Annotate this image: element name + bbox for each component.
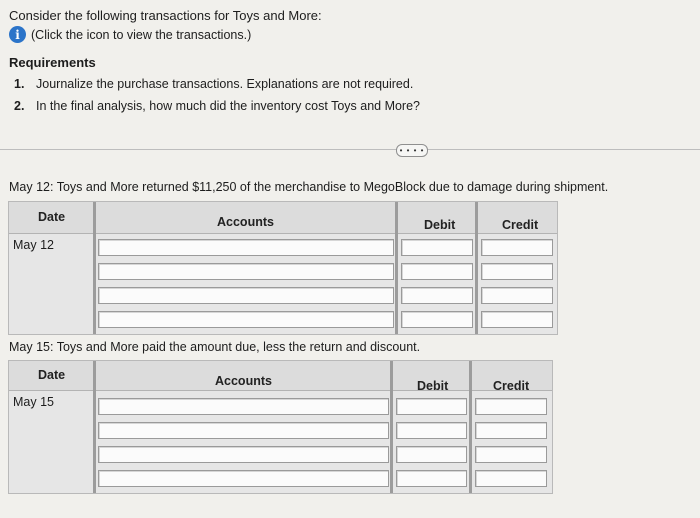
header-credit: Credit (502, 218, 539, 232)
debit-input[interactable] (401, 287, 473, 304)
account-input[interactable] (98, 398, 389, 415)
header-accounts: Accounts (217, 215, 274, 229)
requirement-item (14, 99, 420, 113)
info-link-text[interactable]: (Click the icon to view the transactions.) (31, 27, 252, 42)
debit-input[interactable] (401, 239, 473, 256)
debit-input[interactable] (396, 398, 467, 415)
column-divider (475, 202, 478, 334)
debit-input[interactable] (401, 263, 473, 280)
account-input[interactable] (98, 239, 394, 256)
requirement-item (14, 77, 413, 91)
info-icon[interactable]: i (9, 26, 26, 43)
requirement-text: Journalize the purchase transactions. Explanations are not required. (36, 77, 414, 91)
account-input[interactable] (98, 446, 389, 463)
header-accounts: Accounts (215, 374, 272, 388)
debit-input[interactable] (396, 446, 467, 463)
account-input[interactable] (98, 287, 394, 304)
transaction-prompt-may-12: May 12: Toys and More returned $11,250 of the merchandise to MegoBlock due to damage during shipment. (9, 180, 609, 194)
journal-table-may-15 (8, 360, 553, 494)
row-date-label: May 15 (13, 395, 54, 409)
row-date-label: May 12 (13, 238, 54, 252)
journal-table-may-12 (8, 201, 558, 335)
column-divider (93, 202, 96, 334)
credit-input[interactable] (481, 311, 553, 328)
transaction-prompt-may-15: May 15: Toys and More paid the amount due, less the return and discount. (9, 340, 421, 354)
credit-input[interactable] (481, 239, 553, 256)
header-date: Date (38, 368, 66, 382)
column-divider (390, 361, 393, 493)
header-date: Date (38, 210, 66, 224)
header-debit: Debit (417, 379, 449, 393)
requirement-number: 1. (14, 77, 25, 91)
requirement-number: 2. (14, 99, 25, 113)
column-divider (469, 361, 472, 493)
account-input[interactable] (98, 311, 394, 328)
intro-text: Consider the following transactions for Toys and More: (9, 8, 322, 23)
credit-input[interactable] (475, 470, 547, 487)
header-debit: Debit (424, 218, 456, 232)
debit-input[interactable] (396, 470, 467, 487)
column-divider (93, 361, 96, 493)
credit-input[interactable] (481, 263, 553, 280)
column-divider (395, 202, 398, 334)
more-button[interactable]: • • • • (396, 144, 428, 157)
account-input[interactable] (98, 470, 389, 487)
info-link[interactable] (9, 26, 251, 43)
requirements-title: Requirements (9, 55, 96, 70)
debit-input[interactable] (396, 422, 467, 439)
credit-input[interactable] (475, 398, 547, 415)
debit-input[interactable] (401, 311, 473, 328)
credit-input[interactable] (481, 287, 553, 304)
requirement-text: In the final analysis, how much did the inventory cost Toys and More? (36, 99, 421, 113)
account-input[interactable] (98, 263, 394, 280)
section-divider (0, 149, 700, 150)
account-input[interactable] (98, 422, 389, 439)
credit-input[interactable] (475, 422, 547, 439)
header-credit: Credit (493, 379, 530, 393)
credit-input[interactable] (475, 446, 547, 463)
